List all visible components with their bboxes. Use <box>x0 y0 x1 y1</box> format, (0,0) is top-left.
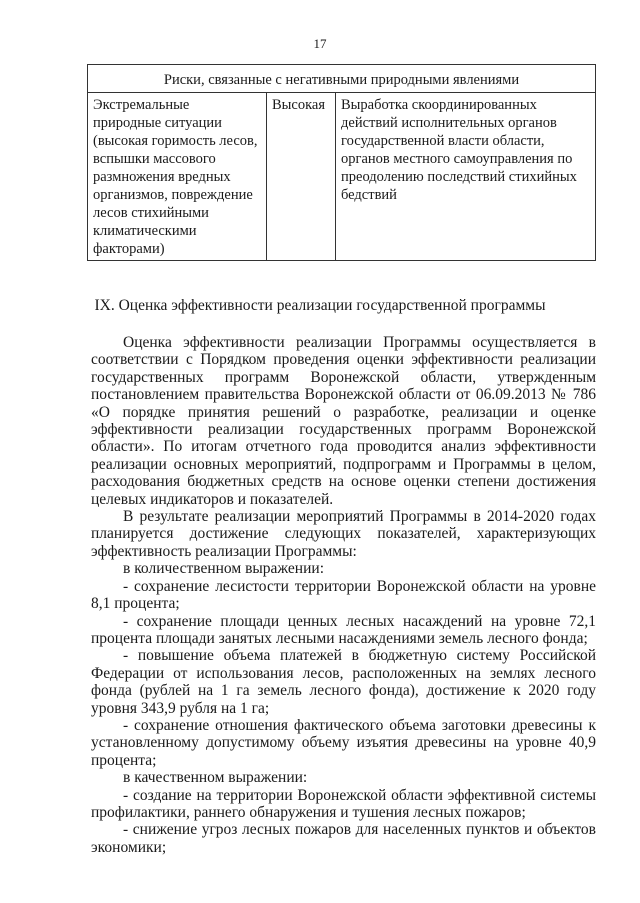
paragraph: в количественном выражении: <box>123 560 325 578</box>
risk-level-cell: Высокая <box>267 93 336 261</box>
list-item: - сохранение отношения фактического объема заготовки древесины к установленному допустимому объему изъятия древесины на уровне 40,9 процента; <box>91 716 596 769</box>
table-row <box>88 93 596 261</box>
page-number: 17 <box>313 36 327 51</box>
section-title: IX. Оценка эффективности реализации государственной программы <box>94 297 546 314</box>
risk-table <box>87 64 596 261</box>
paragraph: Оценка эффективности реализации Программы осуществляется в соответствии с Порядком проведения оценки эффективности реализации государственных программ Воронежской области, утвержденным постановлением правительства Воронежской области от 06.09.2013 № 786 «О порядке принятия решений о разработке, реализации и оценке эффективности реализации государственных программ Воронежской области». По итогам отчетного года проводится анализ эффективности реализации основных мероприятий, подпрограмм и Программы в целом, расходования бюджетных средств на основе оценки степени достижения целевых индикаторов и показателей. <box>91 334 596 508</box>
risk-table-header: Риски, связанные с негативными природными явлениями <box>88 65 596 93</box>
list-item: - снижение угроз лесных пожаров для населенных пунктов и объектов экономики; <box>91 821 596 856</box>
paragraph: в качественном выражении: <box>123 769 308 787</box>
list-item: - создание на территории Воронежской области эффективной системы профилактики, раннего обнаружения и тушения лесных пожаров; <box>91 786 596 821</box>
paragraph: В результате реализации мероприятий Программы в 2014-2020 годах планируется достижение следующих показателей, характеризующих эффективность реализации Программы: <box>91 508 596 560</box>
list-item: - повышение объема платежей в бюджетную систему Российской Федерации от использования лесов, расположенных на землях лесного фонда (рублей на 1 га земель лесного фонда), достижение к 2020 году уровня 343,9 рубля на 1 га; <box>91 647 596 717</box>
section-body <box>91 334 596 856</box>
list-item: - сохранение лесистости территории Воронежской области на уровне 8,1 процента; <box>91 577 596 613</box>
risk-table-header-row <box>88 65 596 93</box>
risk-measures-cell: Выработка скоординированных действий исполнительных органов государственной власти области, органов местного самоуправления по преодолению последствий стихийных бедствий <box>336 93 596 261</box>
list-item: - сохранение площади ценных лесных насаждений на уровне 72,1 процента площади занятых лесными насаждениями земель лесного фонда; <box>91 612 596 647</box>
risk-description-cell: Экстремальные природные ситуации (высокая горимость лесов, вспышки массового размножения вредных организмов, повреждение лесов стихийными климатическими факторами) <box>88 93 267 261</box>
